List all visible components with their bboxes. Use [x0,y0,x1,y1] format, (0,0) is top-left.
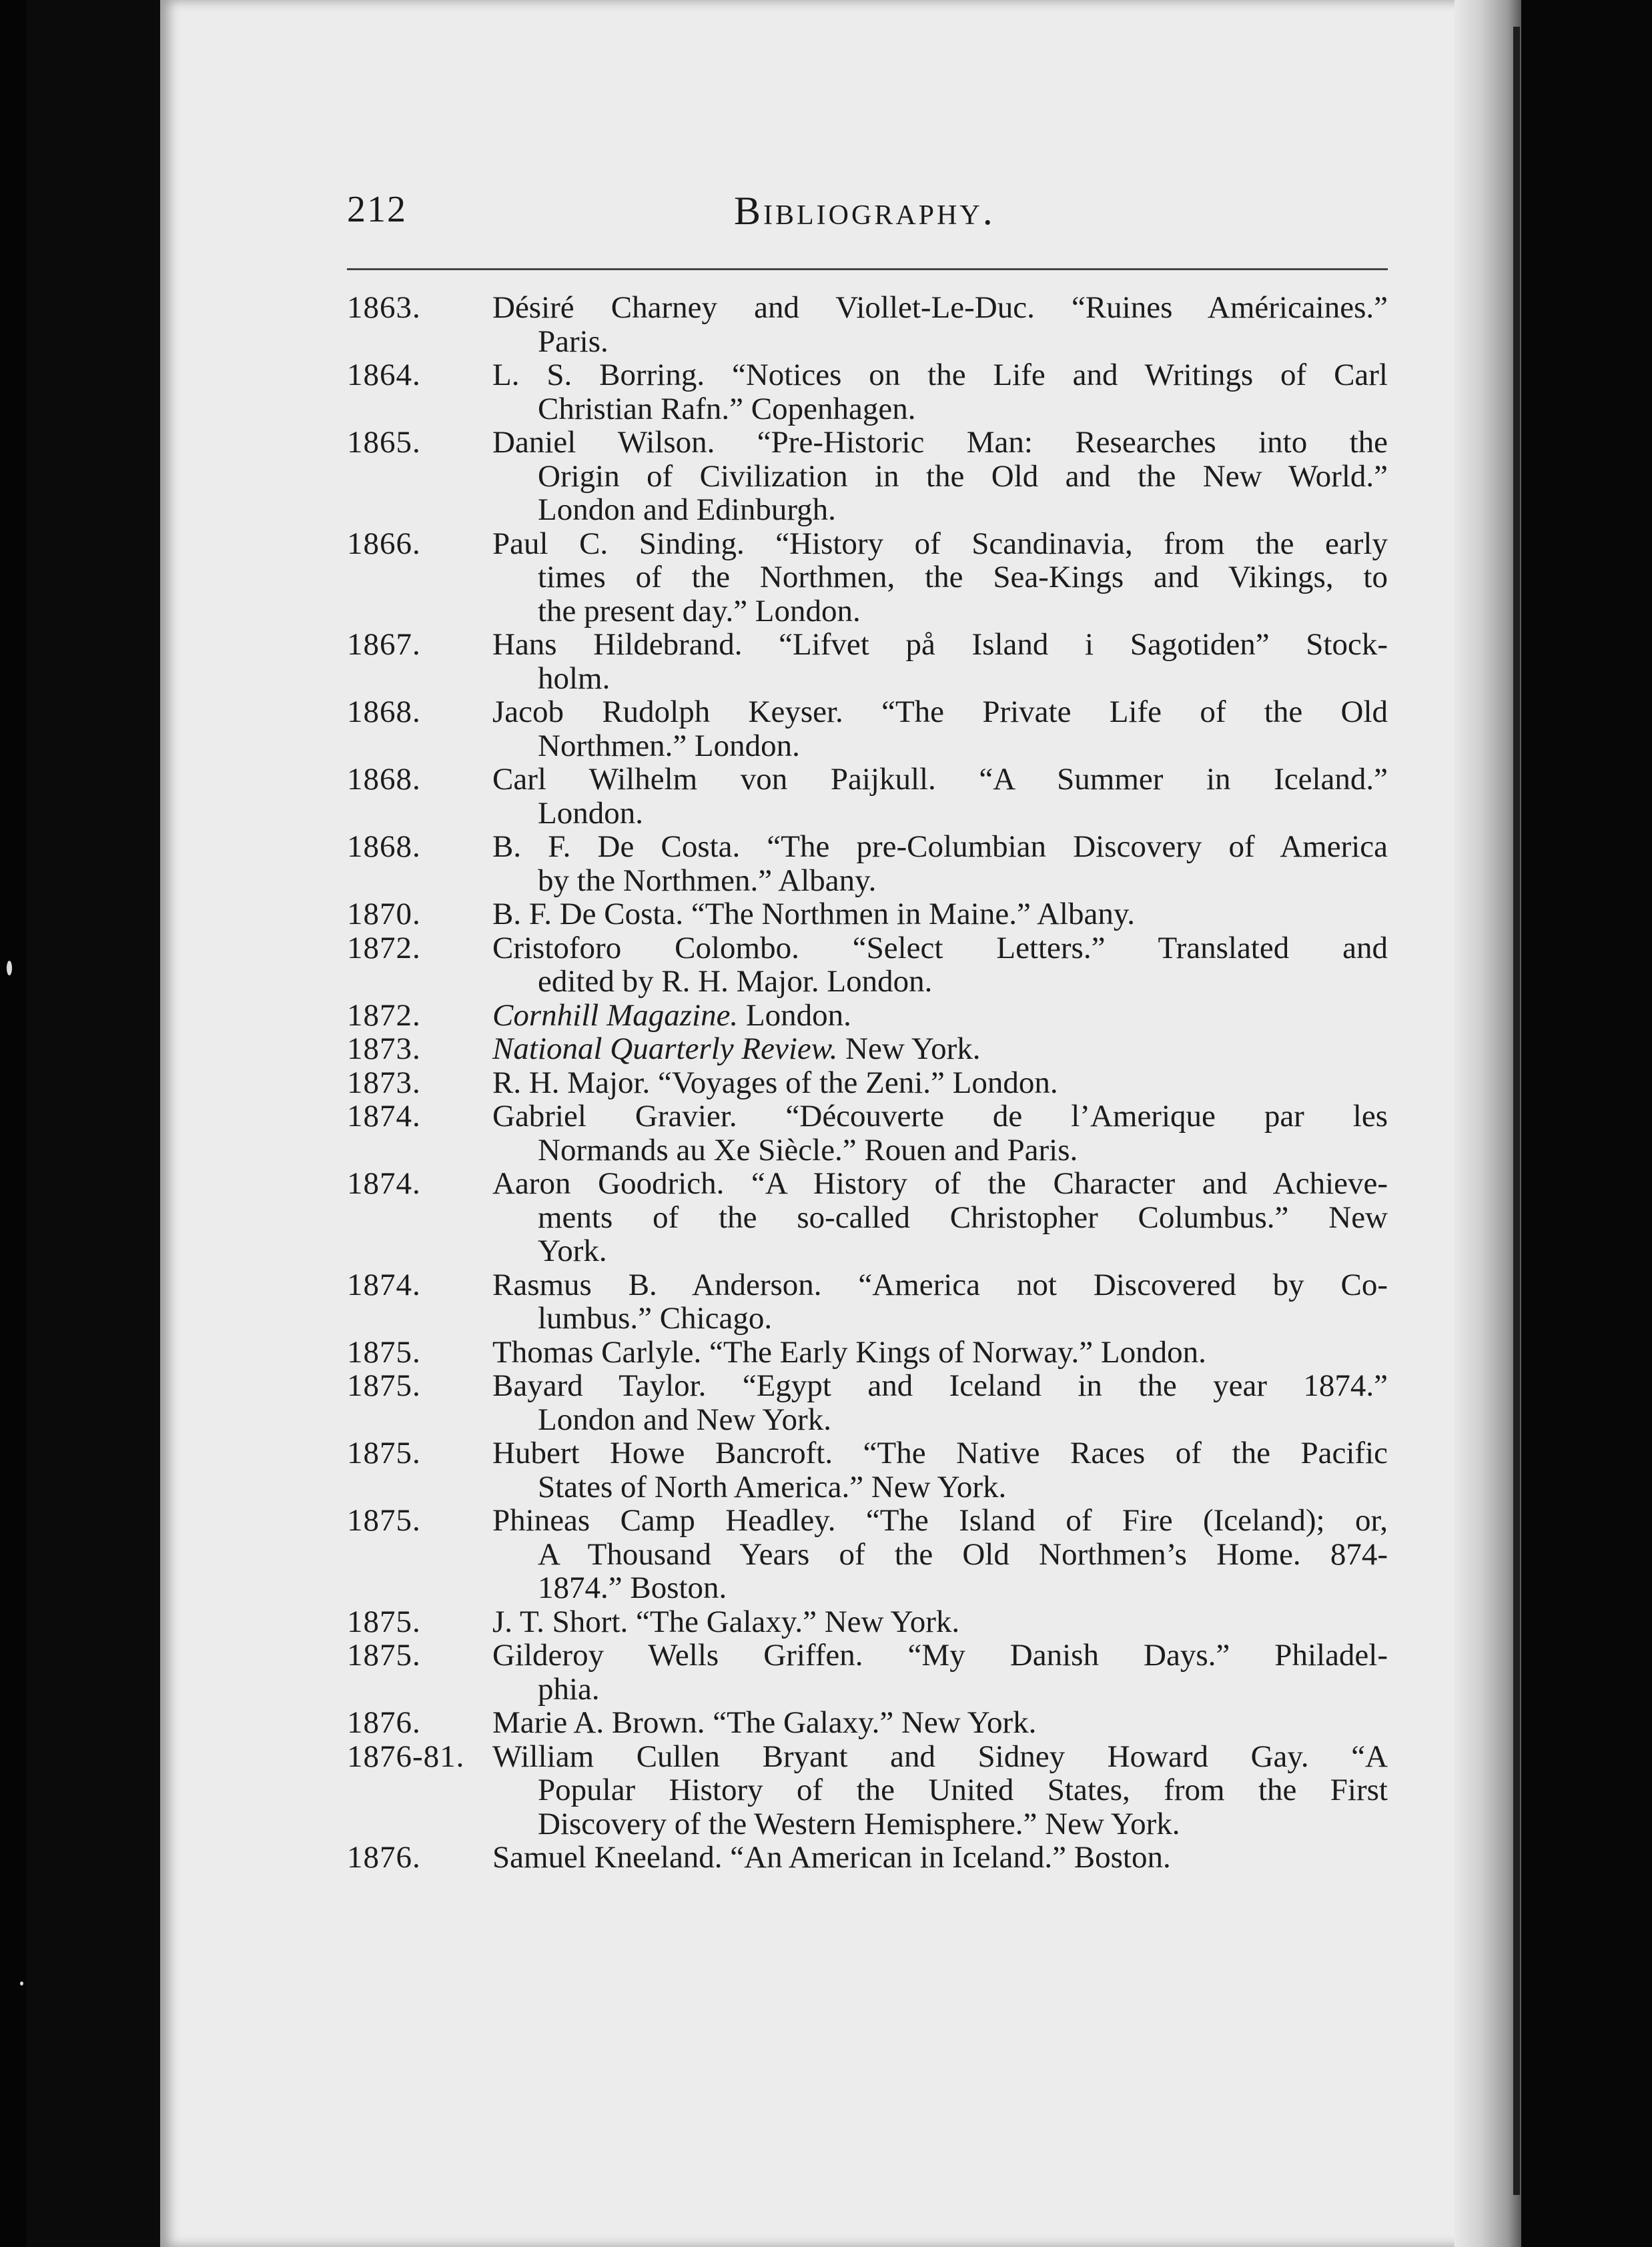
bibliography-entry [347,695,1388,763]
entry-text-continuation: London and Edinburgh. [538,492,836,527]
bibliography-entry [347,931,1388,999]
scan-border-left [0,0,27,2247]
entry-text: Paul C. Sinding. “History of Scandinavia, from the early [492,526,1388,561]
entry-year: 1875. [347,1503,421,1538]
bibliography-entry [347,1504,1388,1605]
periodical-title: National Quarterly Review. [492,1031,838,1066]
running-title: Bibliography. [734,189,995,233]
bibliography-entry [347,763,1388,830]
entry-year: 1872. [347,997,421,1033]
header-rule [347,268,1388,270]
entry-place: New York. [837,1031,981,1066]
entry-text-continuation: 1874.” Boston. [538,1570,727,1605]
entry-year: 1875. [347,1638,421,1673]
bibliography-entry [347,1639,1388,1706]
entry-text-continuation: London. [538,795,643,831]
entry-text: Cristoforo Colombo. “Select Letters.” Translated and [492,930,1388,965]
entry-year: 1874. [347,1166,421,1201]
entry-text: Jacob Rudolph Keyser. “The Private Life of the Old [492,695,1388,729]
bibliography-entry [347,1167,1388,1268]
entry-text: Marie A. Brown. “The Galaxy.” New York. [492,1705,1037,1740]
entry-text-continuation: York. [538,1234,607,1268]
bibliography-entry [347,1268,1388,1336]
entry-text: J. T. Short. “The Galaxy.” New York. [492,1604,960,1639]
bibliography-entry [347,1066,1388,1100]
bibliography-entry [347,1605,1388,1639]
entry-text-continuation: Christian Rafn.” Copenhagen. [538,391,916,426]
entry-text-continuation: Origin of Civilization in the Old and the New World.” [538,458,1388,494]
entry-year: 1875. [347,1604,421,1639]
bibliography-entry [347,1841,1388,1875]
entry-year: 1875. [347,1334,421,1370]
entry-text: Désiré Charney and Viollet-Le-Duc. “Ruines Américaines.” [492,290,1388,325]
entry-year: 1876. [347,1840,421,1875]
entry-year: 1865. [347,425,421,460]
entry-text: L. S. Borring. “Notices on the Life and Writings of Carl [492,358,1388,392]
entry-text-continuation: Normands au Xe Siècle.” Rouen and Paris. [538,1132,1078,1168]
entry-year: 1874. [347,1099,421,1134]
entry-text-continuation: ments of the so-called Christopher Columbus.” New [538,1200,1388,1235]
entry-text-continuation: the present day.” London. [538,593,861,628]
entry-year: 1866. [347,526,421,561]
bibliography-entry [347,358,1388,426]
bibliography-list [347,291,1388,1875]
entry-year: 1870. [347,897,421,931]
entry-text: Samuel Kneeland. “An American in Iceland.” Boston. [492,1840,1171,1875]
scan-speck [7,961,12,975]
entry-year: 1868. [347,829,421,864]
entry-year: 1876. [347,1705,421,1740]
entry-year: 1863. [347,290,421,325]
entry-text-continuation: times of the Northmen, the Sea-Kings and Vikings, to [538,560,1388,594]
entry-text-continuation: Discovery of the Western Hemisphere.” New York. [538,1806,1180,1841]
page-number: 212 [347,189,407,230]
bibliography-entry [347,291,1388,358]
bibliography-entry [347,1706,1388,1740]
spine-edge [1513,27,1520,2195]
entry-text: Bayard Taylor. “Egypt and Iceland in the year 1874.” [492,1368,1388,1403]
entry-year: 1873. [347,1065,421,1100]
entry-text [492,999,1388,1033]
entry-text-continuation: Paris. [538,324,608,359]
entry-text: William Cullen Bryant and Sidney Howard Gay. “A [492,1739,1388,1774]
bibliography-entry [347,1099,1388,1167]
entry-text: R. H. Major. “Voyages of the Zeni.” London. [492,1065,1058,1100]
bibliography-entry [347,426,1388,527]
bibliography-entry [347,1740,1388,1841]
bibliography-entry [347,897,1388,931]
entry-text: Gilderoy Wells Griffen. “My Danish Days.” Philadel- [492,1638,1388,1673]
entry-text [492,1032,1388,1066]
bibliography-entry [347,830,1388,897]
entry-text-continuation: London and New York. [538,1402,831,1437]
bibliography-entry [347,1369,1388,1436]
entry-text-continuation: holm. [538,660,610,696]
entry-year: 1868. [347,762,421,797]
page-header [347,188,1388,242]
bibliography-entry [347,527,1388,628]
bibliography-entry [347,1032,1388,1066]
entry-year: 1868. [347,695,421,729]
entry-year: 1872. [347,930,421,965]
page-gutter-shadow [1455,0,1521,2247]
entry-text-continuation: by the Northmen.” Albany. [538,863,877,898]
entry-text-continuation: States of North America.” New York. [538,1469,1007,1504]
entry-text: Daniel Wilson. “Pre-Historic Man: Researches into the [492,425,1388,460]
entry-year: 1874. [347,1267,421,1302]
entry-text-continuation: Popular History of the United States, from the First [538,1773,1388,1807]
bibliography-entry [347,1336,1388,1370]
scan-speck [20,1981,23,1985]
entry-text-continuation: phia. [538,1671,600,1707]
entry-text-continuation: edited by R. H. Major. London. [538,964,933,999]
entry-text-continuation: lumbus.” Chicago. [538,1301,773,1336]
entry-text: B. F. De Costa. “The Northmen in Maine.” Albany. [492,897,1136,931]
bibliography-entry [347,1436,1388,1504]
entry-year: 1864. [347,358,421,392]
entry-text-continuation: A Thousand Years of the Old Northmen’s Home. 874- [538,1536,1388,1572]
entry-year: 1873. [347,1031,421,1066]
book-spine [1521,0,1652,2247]
entry-text: Thomas Carlyle. “The Early Kings of Norway.” London. [492,1334,1206,1370]
entry-text: Phineas Camp Headley. “The Island of Fire (Iceland); or, [492,1503,1388,1538]
entry-text: Carl Wilhelm von Paijkull. “A Summer in Iceland.” [492,762,1388,797]
entry-year: 1875. [347,1368,421,1403]
entry-text: Gabriel Gravier. “Découverte de l’Amerique par les [492,1099,1388,1134]
bibliography-entry [347,999,1388,1033]
periodical-title: Cornhill Magazine. [492,997,739,1033]
entry-year: 1876-81. [347,1739,465,1774]
entry-place: London. [738,997,851,1033]
entry-text: Hubert Howe Bancroft. “The Native Races of the Pacific [492,1436,1388,1470]
bibliography-entry [347,628,1388,695]
entry-text: B. F. De Costa. “The pre-Columbian Discovery of America [492,829,1388,864]
entry-text: Hans Hildebrand. “Lifvet på Island i Sagotiden” Stock- [492,627,1388,662]
entry-text: Aaron Goodrich. “A History of the Character and Achieve- [492,1166,1388,1201]
entry-text: Rasmus B. Anderson. “America not Discovered by Co- [492,1267,1388,1302]
entry-text-continuation: Northmen.” London. [538,728,800,763]
entry-year: 1875. [347,1436,421,1470]
entry-year: 1867. [347,627,421,662]
